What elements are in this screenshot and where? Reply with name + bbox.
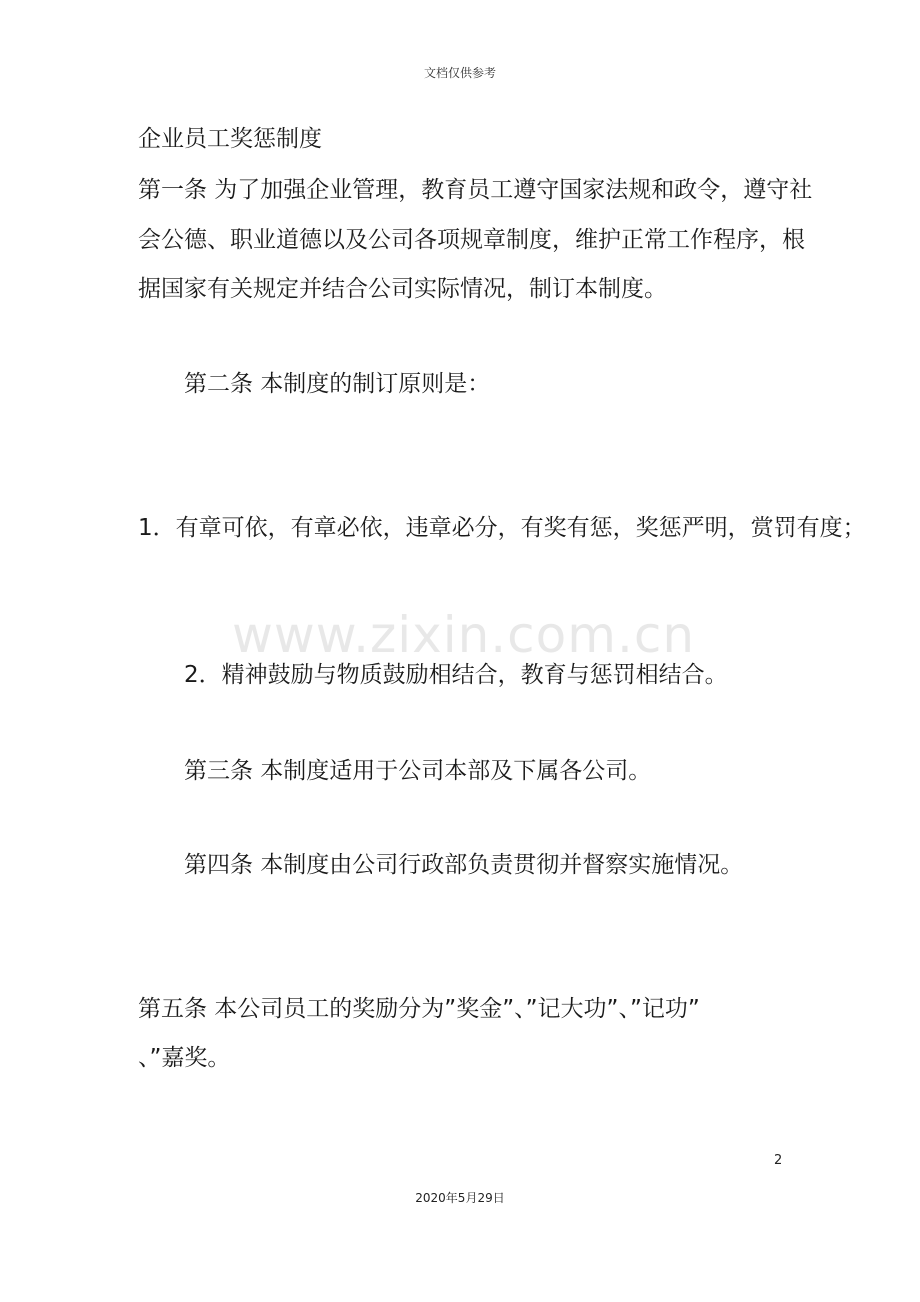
article-5-line-2: 、”嘉奖。 [138, 1045, 231, 1071]
article-3: 第三条 本制度适用于公司本部及下属各公司。 [184, 758, 652, 784]
principle-2: 2．精神鼓励与物质鼓励相结合，教育与惩罚相结合。 [184, 662, 728, 688]
principle-1: 1．有章可依，有章必依，违章必分，有奖有惩，奖惩严明，赏罚有度； [138, 515, 866, 541]
article-5-line-1: 第五条 本公司员工的奖励分为”奖金”、”记大功”、”记功” [138, 996, 700, 1022]
article-4: 第四条 本制度由公司行政部负责贯彻并督察实施情况。 [184, 852, 744, 878]
article-1-line-2: 会公德、职业道德以及公司各项规章制度，维护正常工作程序，根 [138, 227, 805, 253]
article-2: 第二条 本制度的制订原则是： [184, 371, 491, 397]
footer-date: 2020年5月29日 [415, 1191, 505, 1205]
document-title: 企业员工奖惩制度 [138, 126, 322, 152]
page-header: 文档仅供参考 [423, 66, 496, 80]
article-1-line-3: 据国家有关规定并结合公司实际情况，制订本制度。 [138, 276, 667, 302]
page-number: 2 [774, 1153, 783, 1168]
article-1-line-1: 第一条 为了加强企业管理，教育员工遵守国家法规和政令，遵守社 [138, 177, 813, 203]
watermark: www.zixin.com.cn [232, 606, 696, 664]
